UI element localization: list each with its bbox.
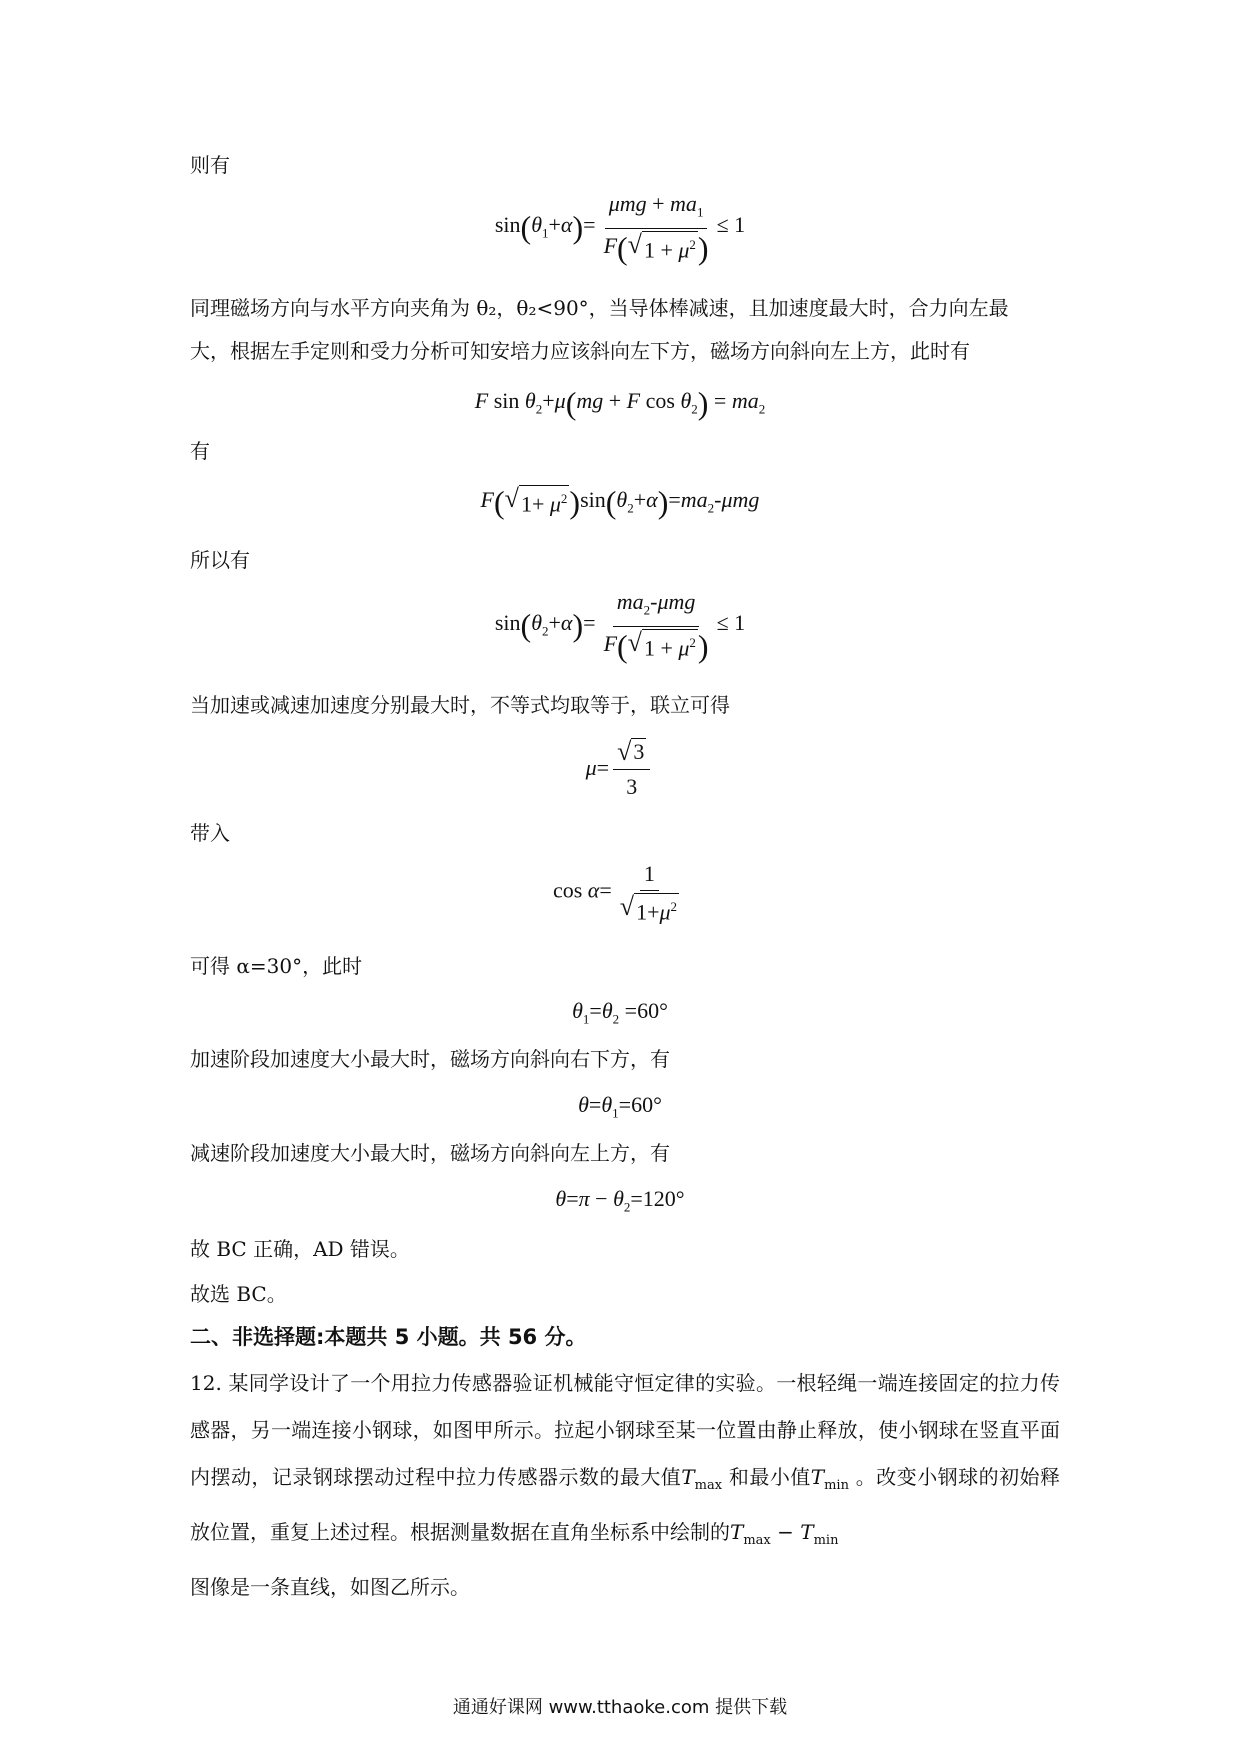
equation-1: $\sin(\theta_1+\alpha)=$ $\mu mg + ma_1$ F( √ $1 + \mu^2$ ) ≤ 1 bbox=[494, 191, 746, 267]
equation-2: F $\sin \theta_2+\mu(mg + F$ $\cos \theta_2) = ma_2$ bbox=[474, 384, 766, 421]
text-line: 可得 α=30°，此时 bbox=[190, 954, 363, 978]
text-line: 加速阶段加速度大小最大时，磁场方向斜向右下方，有 bbox=[190, 1047, 670, 1071]
equation-6: cos α= 1 √ $1+\mu^2$ bbox=[552, 861, 678, 925]
tmax-symbol: T bbox=[681, 1465, 695, 1489]
question-number: 12. bbox=[190, 1371, 222, 1395]
text-line: 则有 bbox=[190, 153, 230, 177]
equation-3: F( √ $1+ \mu^2$ )$\sin(\theta_2+\alpha)=ma_2$-μmg bbox=[480, 483, 760, 520]
text-line: 所以有 bbox=[190, 548, 250, 572]
question-12: 12. 某同学设计了一个用拉力传感器验证机械能守恒定律的实验。一根轻绳一端连接固定的拉力传感器，另一端连接小钢球，如图甲所示。拉起小钢球至某一位置由静止释放，使小钢球在竖直平面内摆动，记录钢球摆动过程中拉力传感器示数的最大值$T_{max}$ 和最小值$T_{min}$ 。改变小钢球的初始释放位置，重复上述过程。根据测量数据在直角坐标系中绘制的$T_{max} - T_{min}$ 图像是一条直线，如图乙所示。 bbox=[190, 1371, 1061, 1599]
text-line: 故选 BC。 bbox=[190, 1282, 287, 1306]
question-text-2: 和最小值 bbox=[722, 1465, 811, 1489]
tmax-subscript: max bbox=[694, 1478, 723, 1493]
text-line: 当加速或减速加速度分别最大时，不等式均取等于，联立可得 bbox=[190, 693, 730, 717]
text-line: 同理磁场方向与水平方向夹角为 θ₂，θ₂<90°，当导体棒减速，且加速度最大时，合力向左最 bbox=[190, 296, 1009, 320]
question-text-4: 图像是一条直线，如图乙所示。 bbox=[190, 1575, 470, 1599]
text-line: 带入 bbox=[190, 821, 230, 845]
tmin-subscript: min bbox=[824, 1478, 849, 1493]
text-line: 大，根据左手定则和受力分析可知安培力应该斜向左下方，磁场方向斜向左上方，此时有 bbox=[190, 339, 970, 363]
equation-5: μ= √ 3 3 bbox=[0, 738, 1240, 802]
equation-9: $\theta=\pi - \theta_2=120^\circ$ bbox=[555, 1186, 685, 1215]
question-text-3: 。改变小钢球的初始释放位置，重复上述过程。根据测量数据在直角坐标系中绘制的 bbox=[190, 1465, 1061, 1544]
tmin-symbol: T bbox=[810, 1465, 825, 1489]
equation-7: $\theta_1=\theta_2 =60^\circ$ bbox=[572, 998, 668, 1027]
text-line: 故 BC 正确，AD 错误。 bbox=[190, 1237, 410, 1261]
section-heading: 二、非选择题:本题共 5 小题。共 56 分。 bbox=[190, 1325, 587, 1349]
question-text-1: 某同学设计了一个用拉力传感器验证机械能守恒定律的实验。一根轻绳一端连接固定的拉力传感器，另一端连接小钢球，如图甲所示。拉起小钢球至某一位置由静止释放，使小钢球在竖直平面内摆动，记录钢球摆动过程中拉力传感器示数的最大值 bbox=[190, 1371, 1060, 1489]
text-line: 减速阶段加速度大小最大时，磁场方向斜向左上方，有 bbox=[190, 1141, 670, 1165]
text-line: 有 bbox=[190, 439, 210, 463]
equation-8: $\theta=\theta_1=60^\circ$ bbox=[578, 1092, 662, 1121]
equation-4: $\sin(\theta_2+\alpha)=$ $ma_2$-μmg F( √ $1 + \mu^2$ ) ≤ 1 bbox=[494, 589, 746, 665]
page-footer: 通通好课网 www.tthaoke.com 提供下载 bbox=[452, 1697, 788, 1718]
